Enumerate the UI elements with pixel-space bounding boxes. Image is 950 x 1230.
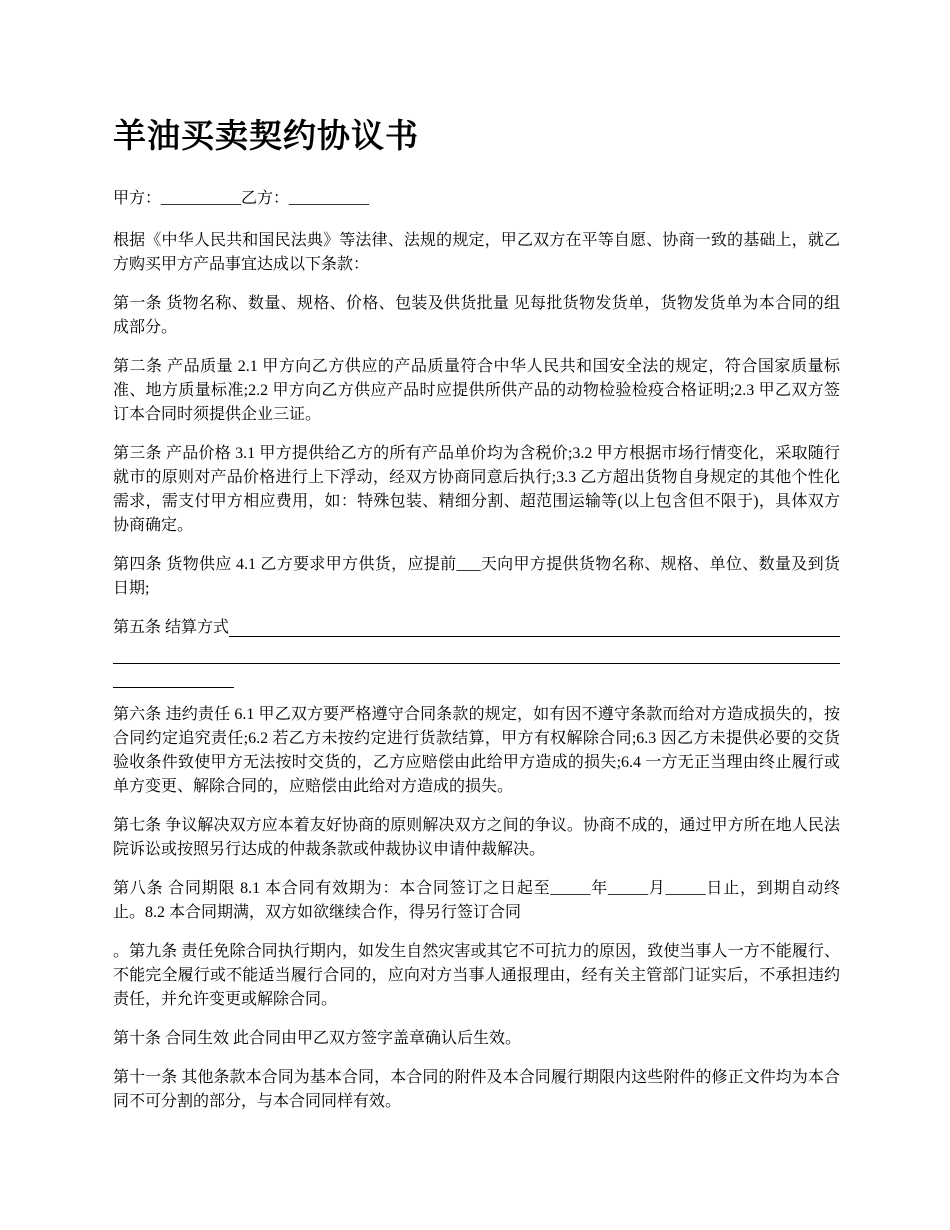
article-5-blank-line-3 — [113, 664, 234, 688]
article-4-text-pre: 第四条 货物供应 4.1 乙方要求甲方供货，应提前 — [113, 556, 457, 573]
article-9: 。第九条 责任免除合同执行期内，如发生自然灾害或其它不可抗力的原因，致使当事人一方不能履行、不能完全履行或不能适当履行合同的，应向对方当事人通报理由，经有关主管部门证实后，不承担违约责任，并允许变更或解除合同。 — [113, 943, 840, 1008]
document-page — [113, 110, 840, 1129]
article-1: 第一条 货物名称、数量、规格、价格、包装及供货批量 见每批货物发货单，货物发货单为本合同的组成部分。 — [113, 295, 840, 336]
article-3: 第三条 产品价格 3.1 甲方提供给乙方的所有产品单价均为含税价;3.2 甲方根据市场行情变化，采取随行就市的原则对产品价格进行上下浮动，经双方协商同意后执行;3.3 乙方超出货物自身规定的其他个性化需求，需支付甲方相应费用，如：特殊包装、精细分割、超范围运输等(以上包含但不限于)，具体双方协商确定。 — [113, 445, 840, 534]
article-8-month: 月 — [648, 880, 666, 897]
article-10: 第十条 合同生效 此合同由甲乙双方签字盖章确认后生效。 — [113, 1030, 522, 1047]
article-11: 第十一条 其他条款本合同为基本合同，本合同的附件及本合同履行期限内这些附件的修正文件均为本合同不可分割的部分，与本合同同样有效。 — [113, 1069, 840, 1110]
article-8-blank-day: _____ — [665, 880, 706, 897]
article-5-head — [113, 616, 840, 640]
article-8-text-pre: 第八条 合同期限 8.1 本合同有效期为：本合同签订之日起至 — [113, 880, 551, 897]
article-6: 第六条 违约责任 6.1 甲乙双方要严格遵守合同条款的规定，如有因不遵守条款而给对方造成损失的，按合同约定追究责任;6.2 若乙方未按约定进行货款结算，甲方有权解除合同;6.3 因乙方未提供必要的交货验收条件致使甲方无法按时交货的，乙方应赔偿由此给甲方造成的损失;6.4 一方无正当理由终止履行或单方变更、解除合同的，应赔偿由此给对方造成的损失。 — [113, 706, 840, 795]
party-b-label: 乙方： — [241, 190, 290, 207]
preamble: 根据《中华人民共和国民法典》等法律、法规的规定，甲乙双方在平等自愿、协商一致的基础上，就乙方购买甲方产品事宜达成以下条款： — [113, 232, 840, 273]
article-4-text-post: 天向甲方提供货物名称、规格、单位、数量及到货日期; — [113, 556, 840, 597]
document-title: 羊油买卖契约协议书 — [113, 116, 419, 155]
article-5-label: 第五条 结算方式 — [113, 619, 230, 636]
article-8-blank-year: _____ — [550, 880, 591, 897]
article-7: 第七条 争议解决双方应本着友好协商的原则解决双方之间的争议。协商不成的，通过甲方所在地人民法院诉讼或按照另行达成的仲裁条款或仲裁协议申请仲裁解决。 — [113, 817, 840, 858]
party-a-label: 甲方： — [113, 190, 162, 207]
party-a-blank: __________ — [161, 190, 242, 207]
article-2: 第二条 产品质量 2.1 甲方向乙方供应的产品质量符合中华人民共和国安全法的规定，符合国家质量标准、地方质量标准;2.2 甲方向乙方供应产品时应提供所供产品的动物检验检疫合格证明;2.3 甲乙双方签订本合同时须提供企业三证。 — [113, 358, 840, 423]
article-8-year: 年 — [590, 880, 609, 897]
article-5-blank-line-2 — [113, 640, 840, 664]
parties-line — [113, 187, 840, 211]
article-8-blank-month: _____ — [608, 880, 649, 897]
article-5 — [113, 616, 840, 688]
article-4 — [113, 553, 840, 601]
article-8-text-post: 日止，到期自动终止。8.2 本合同期满，双方如欲继续合作，得另行签订合同 — [113, 880, 840, 921]
article-4-blank: ___ — [456, 556, 481, 573]
party-b-blank: __________ — [289, 190, 370, 207]
article-8 — [113, 877, 840, 925]
article-5-blank-line — [229, 618, 840, 637]
